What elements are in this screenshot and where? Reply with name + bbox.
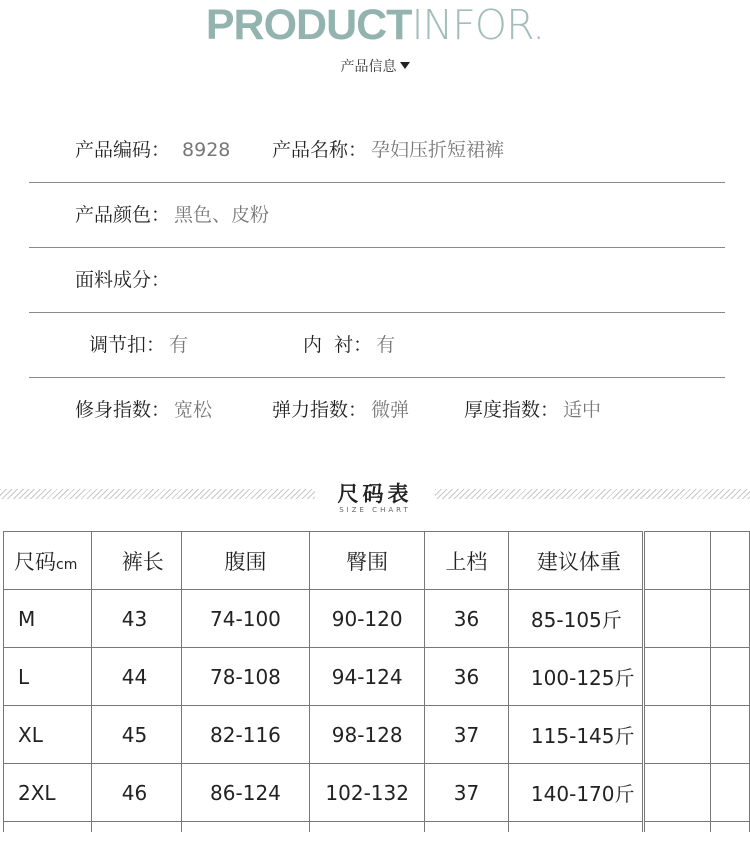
cell-weight: 140-170斤 bbox=[508, 764, 643, 822]
field-fabric bbox=[75, 248, 174, 312]
field-value: 有 bbox=[376, 334, 396, 356]
cell-length: 43 bbox=[91, 590, 181, 648]
cell-weight: 100-125斤 bbox=[508, 648, 643, 706]
cell-empty bbox=[711, 764, 750, 822]
cell-waist: 86-124 bbox=[181, 764, 310, 822]
size-table-wrapper bbox=[0, 527, 750, 832]
cell-empty bbox=[643, 764, 711, 822]
page-title bbox=[0, 0, 750, 48]
field-buckle bbox=[89, 313, 188, 377]
col-header-size: 尺码cm bbox=[4, 532, 92, 590]
field-value: 宽松 bbox=[174, 399, 213, 421]
cell-empty bbox=[643, 706, 711, 764]
cell-empty bbox=[643, 648, 711, 706]
field-stretch bbox=[272, 378, 409, 442]
field-value: 微弹 bbox=[371, 399, 410, 421]
col-header-waist: 腹围 bbox=[181, 532, 310, 590]
field-label: 弹力指数： bbox=[272, 399, 368, 421]
cell-rise: 36 bbox=[424, 648, 508, 706]
cell-empty bbox=[643, 822, 711, 833]
cell-rise: 37 bbox=[424, 706, 508, 764]
cell-empty bbox=[91, 822, 181, 833]
field-thickness bbox=[464, 378, 601, 442]
col-header-length: 裤长 bbox=[91, 532, 181, 590]
info-row-buckle-lining bbox=[29, 313, 725, 378]
caret-down-icon bbox=[400, 62, 410, 69]
field-label: 厚度指数： bbox=[464, 399, 560, 421]
cell-length: 44 bbox=[91, 648, 181, 706]
subtitle-text: 产品信息 bbox=[340, 59, 397, 75]
field-code bbox=[75, 118, 230, 182]
table-row bbox=[4, 648, 750, 706]
field-lining bbox=[303, 313, 395, 377]
table-row bbox=[4, 706, 750, 764]
cell-hip: 90-120 bbox=[310, 590, 425, 648]
size-table bbox=[3, 531, 750, 832]
section-subtitle bbox=[0, 56, 750, 76]
cell-waist: 78-108 bbox=[181, 648, 310, 706]
cell-hip: 102-132 bbox=[310, 764, 425, 822]
field-value: 有 bbox=[169, 334, 189, 356]
cell-hip: 94-124 bbox=[310, 648, 425, 706]
cell-length: 46 bbox=[91, 764, 181, 822]
cell-length: 45 bbox=[91, 706, 181, 764]
field-name bbox=[272, 118, 504, 182]
cell-rise: 37 bbox=[424, 764, 508, 822]
cell-empty bbox=[711, 706, 750, 764]
col-header-hip: 臀围 bbox=[310, 532, 425, 590]
size-chart-title: 尺码表 bbox=[337, 482, 413, 506]
col-header-empty bbox=[711, 532, 750, 590]
cell-size: M bbox=[4, 590, 92, 648]
cell-empty bbox=[4, 822, 92, 833]
field-value: 8928 bbox=[182, 139, 231, 161]
cell-rise: 36 bbox=[424, 590, 508, 648]
cell-empty bbox=[643, 590, 711, 648]
cell-empty bbox=[711, 822, 750, 833]
field-fit bbox=[75, 378, 212, 442]
table-header-row bbox=[4, 532, 750, 590]
field-label: 产品名称： bbox=[272, 139, 368, 161]
cell-empty bbox=[424, 822, 508, 833]
info-row-color bbox=[29, 183, 725, 248]
cell-empty bbox=[711, 648, 750, 706]
info-row-indices bbox=[29, 378, 725, 442]
cell-waist: 82-116 bbox=[181, 706, 310, 764]
field-label: 内 衬： bbox=[303, 334, 373, 356]
title-thin: INFOR. bbox=[411, 1, 545, 49]
title-bold: PRODUCT bbox=[205, 1, 412, 49]
field-label: 面料成分： bbox=[75, 269, 171, 291]
cell-size: L bbox=[4, 648, 92, 706]
cell-weight: 85-105斤 bbox=[508, 590, 643, 648]
col-header-empty bbox=[643, 532, 711, 590]
table-row bbox=[4, 764, 750, 822]
cell-empty bbox=[181, 822, 310, 833]
field-label: 修身指数： bbox=[75, 399, 171, 421]
table-row bbox=[4, 822, 750, 833]
table-row bbox=[4, 590, 750, 648]
col-header-rise: 上档 bbox=[424, 532, 508, 590]
field-label: 产品编码： bbox=[75, 139, 171, 161]
field-value: 适中 bbox=[563, 399, 602, 421]
field-value: 孕妇压折短裙裤 bbox=[371, 139, 505, 161]
field-label: 产品颜色： bbox=[75, 204, 171, 226]
field-label: 调节扣： bbox=[89, 334, 166, 356]
cell-weight: 115-145斤 bbox=[508, 706, 643, 764]
cell-empty bbox=[508, 822, 643, 833]
info-row-fabric bbox=[29, 248, 725, 313]
field-value: 黑色、皮粉 bbox=[174, 204, 270, 226]
cell-hip: 98-128 bbox=[310, 706, 425, 764]
info-row-code-name bbox=[29, 118, 725, 183]
size-chart-subtitle: SIZE CHART bbox=[339, 506, 411, 514]
cell-size: XL bbox=[4, 706, 92, 764]
cell-size: 2XL bbox=[4, 764, 92, 822]
cell-empty bbox=[310, 822, 425, 833]
cell-empty bbox=[711, 590, 750, 648]
col-header-weight: 建议体重 bbox=[508, 532, 643, 590]
field-color bbox=[75, 183, 269, 247]
cell-waist: 74-100 bbox=[181, 590, 310, 648]
